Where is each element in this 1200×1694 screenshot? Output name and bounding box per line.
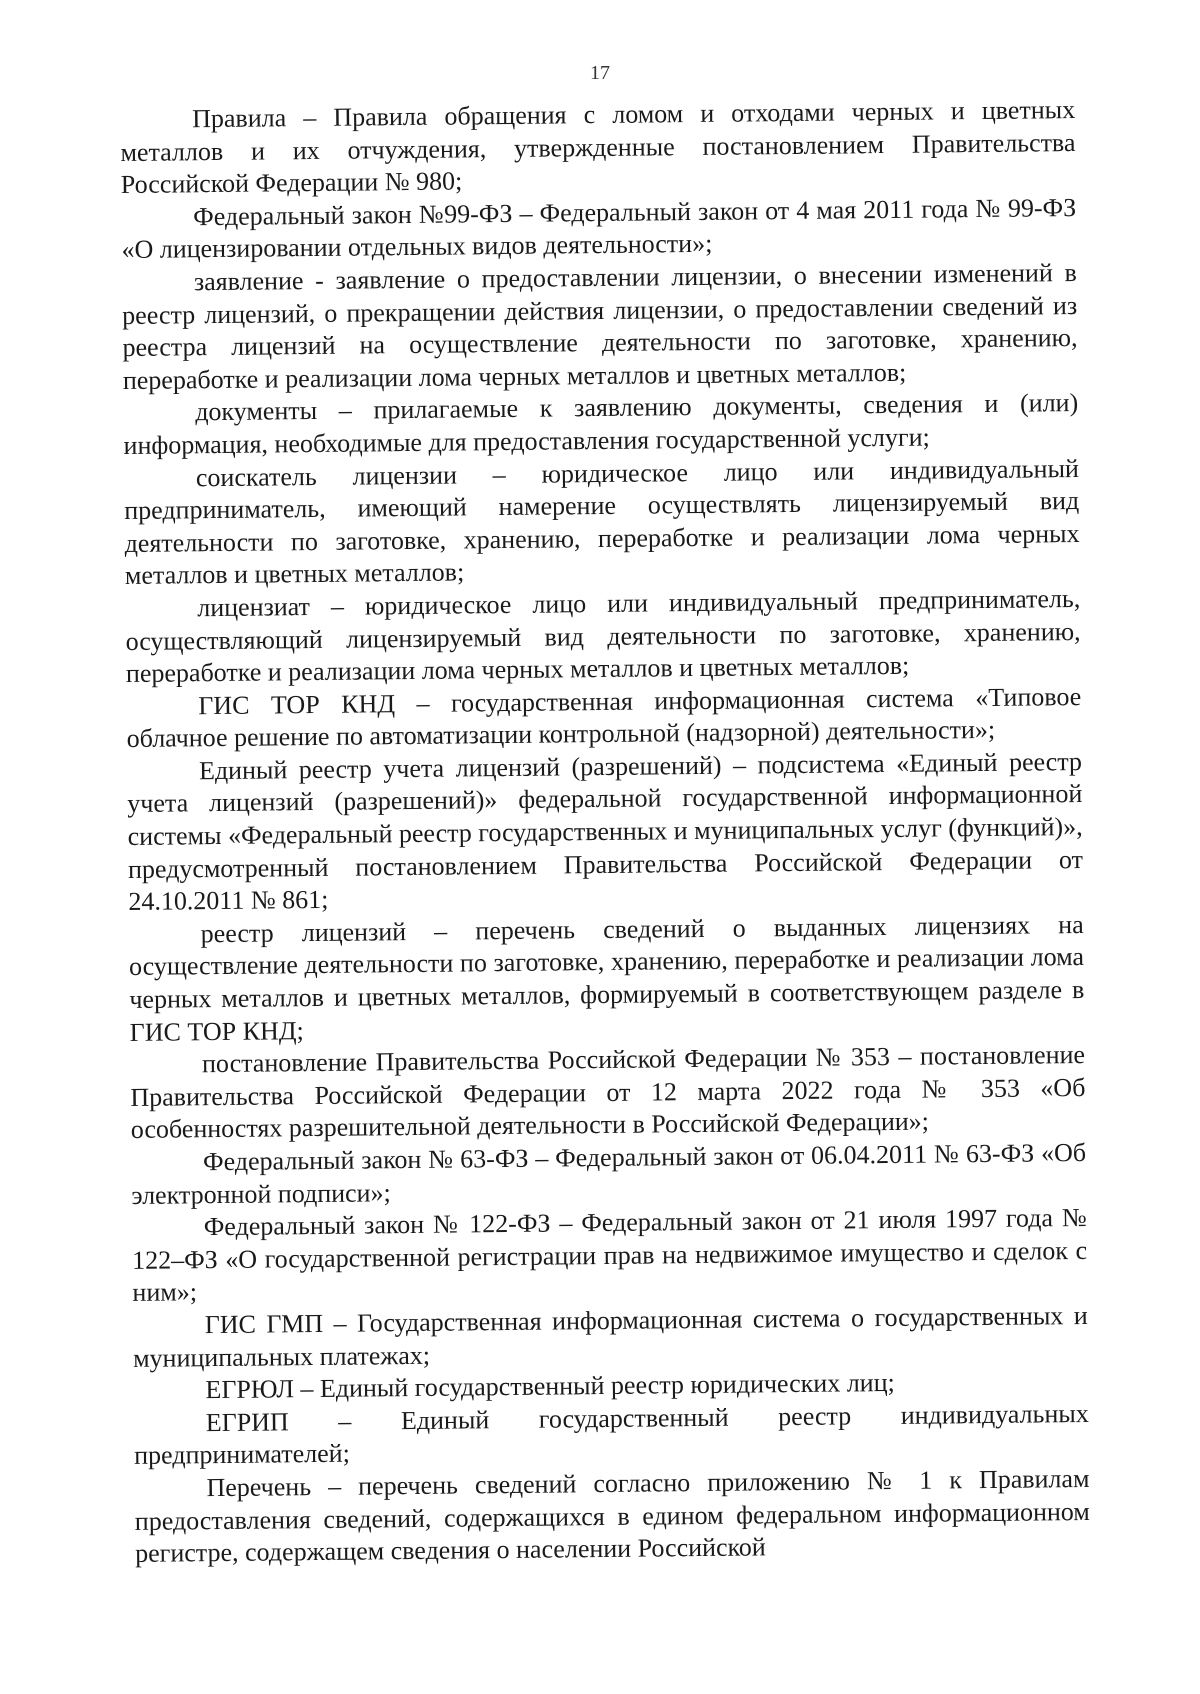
- paragraph-documents-definition: документы – прилагаемые к заявлению документы, сведения и (или) информация, необходимые для предоставления государственной услуги;: [123, 388, 1079, 460]
- paragraph-egrip: ЕГРИП – Единый государственный реестр индивидуальных предпринимателей;: [134, 1398, 1089, 1471]
- paragraph-application-definition: заявление - заявление о предоставлении лицензии, о внесении изменений в реестр лицензий, о прекращении действия лицензии, о предоставлении сведений из реестра лицензий на осуществление деятельности по заготовке, хранению, переработке и реализации лома черных металлов и цветных металлов;: [122, 257, 1078, 395]
- paragraph-federal-law-122: Федеральный закон № 122-ФЗ – Федеральный закон от 21 июля 1997 года № 122–ФЗ «О государственной регистрации прав на недвижимое имущество и сделок с ним»;: [131, 1203, 1088, 1308]
- paragraph-unified-license-registry: Единый реестр учета лицензий (разрешений) – подсистема «Единый реестр учета лицензий (разрешений)» федеральной государственной информационной системы «Федеральный реестр государственных и муниципальных услуг (функций)», предусмотренный постановлением Правительства Российской Федерации от 24.10.2011 № 861;: [127, 746, 1084, 917]
- paragraph-applicant-definition: соискатель лицензии – юридическое лицо или индивидуальный предприниматель, имеющий намерение осуществлять лицензируемый вид деятельности по заготовке, хранению, переработке и реализации лома черных металлов и цветных металлов;: [124, 453, 1080, 591]
- paragraph-license-registry: реестр лицензий – перечень сведений о выданных лицензиях на осуществление деятельности по заготовке, хранению, переработке и реализации лома черных металлов и цветных металлов, формируемый в соответствующем разделе в ГИС ТОР КНД;: [128, 909, 1085, 1047]
- paragraph-gis-gmp: ГИС ГМП – Государственная информационная система о государственных и муниципальных платежах;: [132, 1300, 1088, 1373]
- paragraph-rules-definition: Правила – Правила обращения с ломом и отходами черных и цветных металлов и их отчуждения, утвержденные постановлением Правительства Российской Федерации № 980;: [120, 94, 1076, 200]
- paragraph-licensee-definition: лицензиат – юридическое лицо или индивидуальный предприниматель, осуществляющий лицензируемый вид деятельности по заготовке, хранению, переработке и реализации лома черных металлов и цветных металлов;: [125, 583, 1081, 689]
- page-number: 17: [590, 62, 610, 84]
- paragraph-list-definition: Перечень – перечень сведений согласно приложению № 1 к Правилам предоставления сведений, содержащихся в едином федеральном информационном регистре, содержащем сведения о населении Российской: [134, 1463, 1090, 1569]
- paragraph-federal-law-63: Федеральный закон № 63-ФЗ – Федеральный закон от 06.04.2011 № 63-ФЗ «Об электронной подписи»;: [131, 1137, 1087, 1210]
- paragraph-gis-tor-knd: ГИС ТОР КНД – государственная информационная система «Типовое облачное решение по автоматизации контрольной (надзорной) деятельности»;: [126, 681, 1082, 754]
- document-body: [120, 94, 1090, 1571]
- paragraph-egrul: ЕГРЮЛ – Единый государственный реестр юридических лиц;: [205, 1368, 895, 1405]
- paragraph-federal-law-99: Федеральный закон №99-ФЗ – Федеральный закон от 4 мая 2011 года № 99-ФЗ «О лицензировании отдельных видов деятельности»;: [121, 192, 1077, 265]
- paragraph-government-decree-353: постановление Правительства Российской Федерации № 353 – постановление Правительства Российской Федерации от 12 марта 2022 года № 353 «Об особенностях разрешительной деятельности в Российской Федерации»;: [130, 1040, 1086, 1145]
